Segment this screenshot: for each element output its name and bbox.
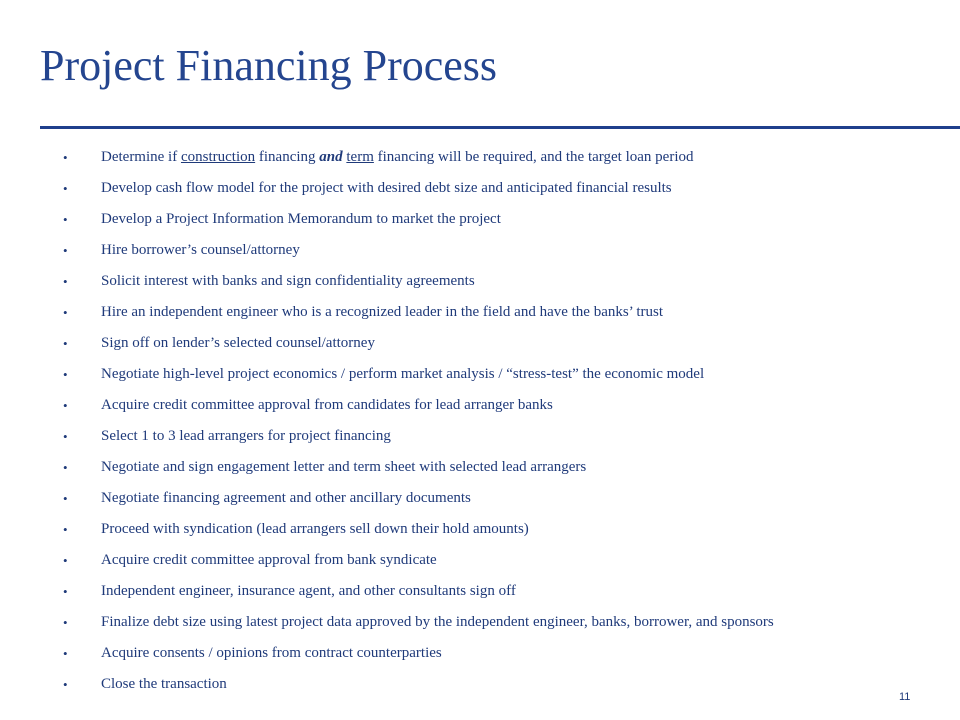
bullet-icon: • xyxy=(63,212,68,227)
bullet-item xyxy=(0,638,960,669)
bullet-text: Close the transaction xyxy=(101,676,227,692)
bullet-item xyxy=(0,266,960,297)
bullet-icon: • xyxy=(63,367,68,382)
bullet-text: Acquire credit committee approval from bank syndicate xyxy=(101,552,437,568)
bullet-item xyxy=(0,483,960,514)
bullet-icon: • xyxy=(63,305,68,320)
bullet-icon: • xyxy=(63,584,68,599)
bullet-icon: • xyxy=(63,646,68,661)
bullet-item xyxy=(0,359,960,390)
bullet-text: Sign off on lender’s selected counsel/attorney xyxy=(101,335,375,351)
bullet-list xyxy=(0,142,960,700)
bullet-item xyxy=(0,514,960,545)
bullet-item xyxy=(0,452,960,483)
bullet-text: Develop cash flow model for the project with desired debt size and anticipated financial results xyxy=(101,180,672,196)
bullet-text-part: Determine if xyxy=(101,149,181,165)
bullet-item xyxy=(0,328,960,359)
bullet-icon: • xyxy=(63,615,68,630)
bullet-text: Hire an independent engineer who is a recognized leader in the field and have the banks’ trust xyxy=(101,304,664,320)
bullet-icon: • xyxy=(63,243,68,258)
bullet-item xyxy=(0,390,960,421)
underlined-term-construction: construction xyxy=(180,149,256,165)
bullet-item xyxy=(0,204,960,235)
bullet-text: Finalize debt size using latest project data approved by the independent engineer, banks, borrower, and sponsors xyxy=(101,614,774,630)
bullet-text: Acquire consents / opinions from contract counterparties xyxy=(101,645,442,661)
bullet-text: Proceed with syndication (lead arrangers sell down their hold amounts) xyxy=(101,521,529,537)
bullet-text: Develop a Project Information Memorandum to market the project xyxy=(101,211,501,227)
bullet-text: Negotiate financing agreement and other ancillary documents xyxy=(101,490,471,506)
bullet-text: Negotiate and sign engagement letter and term sheet with selected lead arrangers xyxy=(101,459,587,475)
bullet-text: Hire borrower’s counsel/attorney xyxy=(101,242,300,258)
bullet-item xyxy=(0,607,960,638)
bullet-text: Select 1 to 3 lead arrangers for project financing xyxy=(101,428,391,444)
bullet-icon: • xyxy=(63,181,68,196)
bullet-item xyxy=(0,545,960,576)
bullet-icon: • xyxy=(63,429,68,444)
bullet-text xyxy=(101,142,694,173)
bullet-icon: • xyxy=(63,336,68,351)
bullet-icon: • xyxy=(63,398,68,413)
bullet-item xyxy=(0,142,960,173)
bullet-text-part: financing will be required, and the target loan period xyxy=(373,149,694,165)
underlined-term-term: term xyxy=(346,149,374,165)
title-divider xyxy=(40,126,960,129)
bullet-icon: • xyxy=(63,677,68,692)
bullet-icon: • xyxy=(63,274,68,289)
bullet-icon: • xyxy=(63,553,68,568)
bullet-text: Solicit interest with banks and sign confidentiality agreements xyxy=(101,273,475,289)
bullet-icon: • xyxy=(63,150,68,165)
bullet-item xyxy=(0,421,960,452)
bullet-text: Negotiate high-level project economics / perform market analysis / “stress-test” the economic model xyxy=(101,366,705,382)
bullet-text: Acquire credit committee approval from candidates for lead arranger banks xyxy=(101,397,553,413)
bullet-item xyxy=(0,297,960,328)
bullet-item xyxy=(0,576,960,607)
bullet-item xyxy=(0,669,960,700)
bullet-icon: • xyxy=(63,522,68,537)
page-number: 11 xyxy=(899,691,911,703)
bullet-item xyxy=(0,235,960,266)
bullet-text: Independent engineer, insurance agent, and other consultants sign off xyxy=(101,583,516,599)
emphasized-and: and xyxy=(319,149,343,165)
bullet-icon: • xyxy=(63,460,68,475)
bullet-icon: • xyxy=(63,491,68,506)
bullet-text-part: financing xyxy=(255,149,320,165)
bullet-item xyxy=(0,173,960,204)
slide-title: Project Financing Process xyxy=(40,41,498,90)
